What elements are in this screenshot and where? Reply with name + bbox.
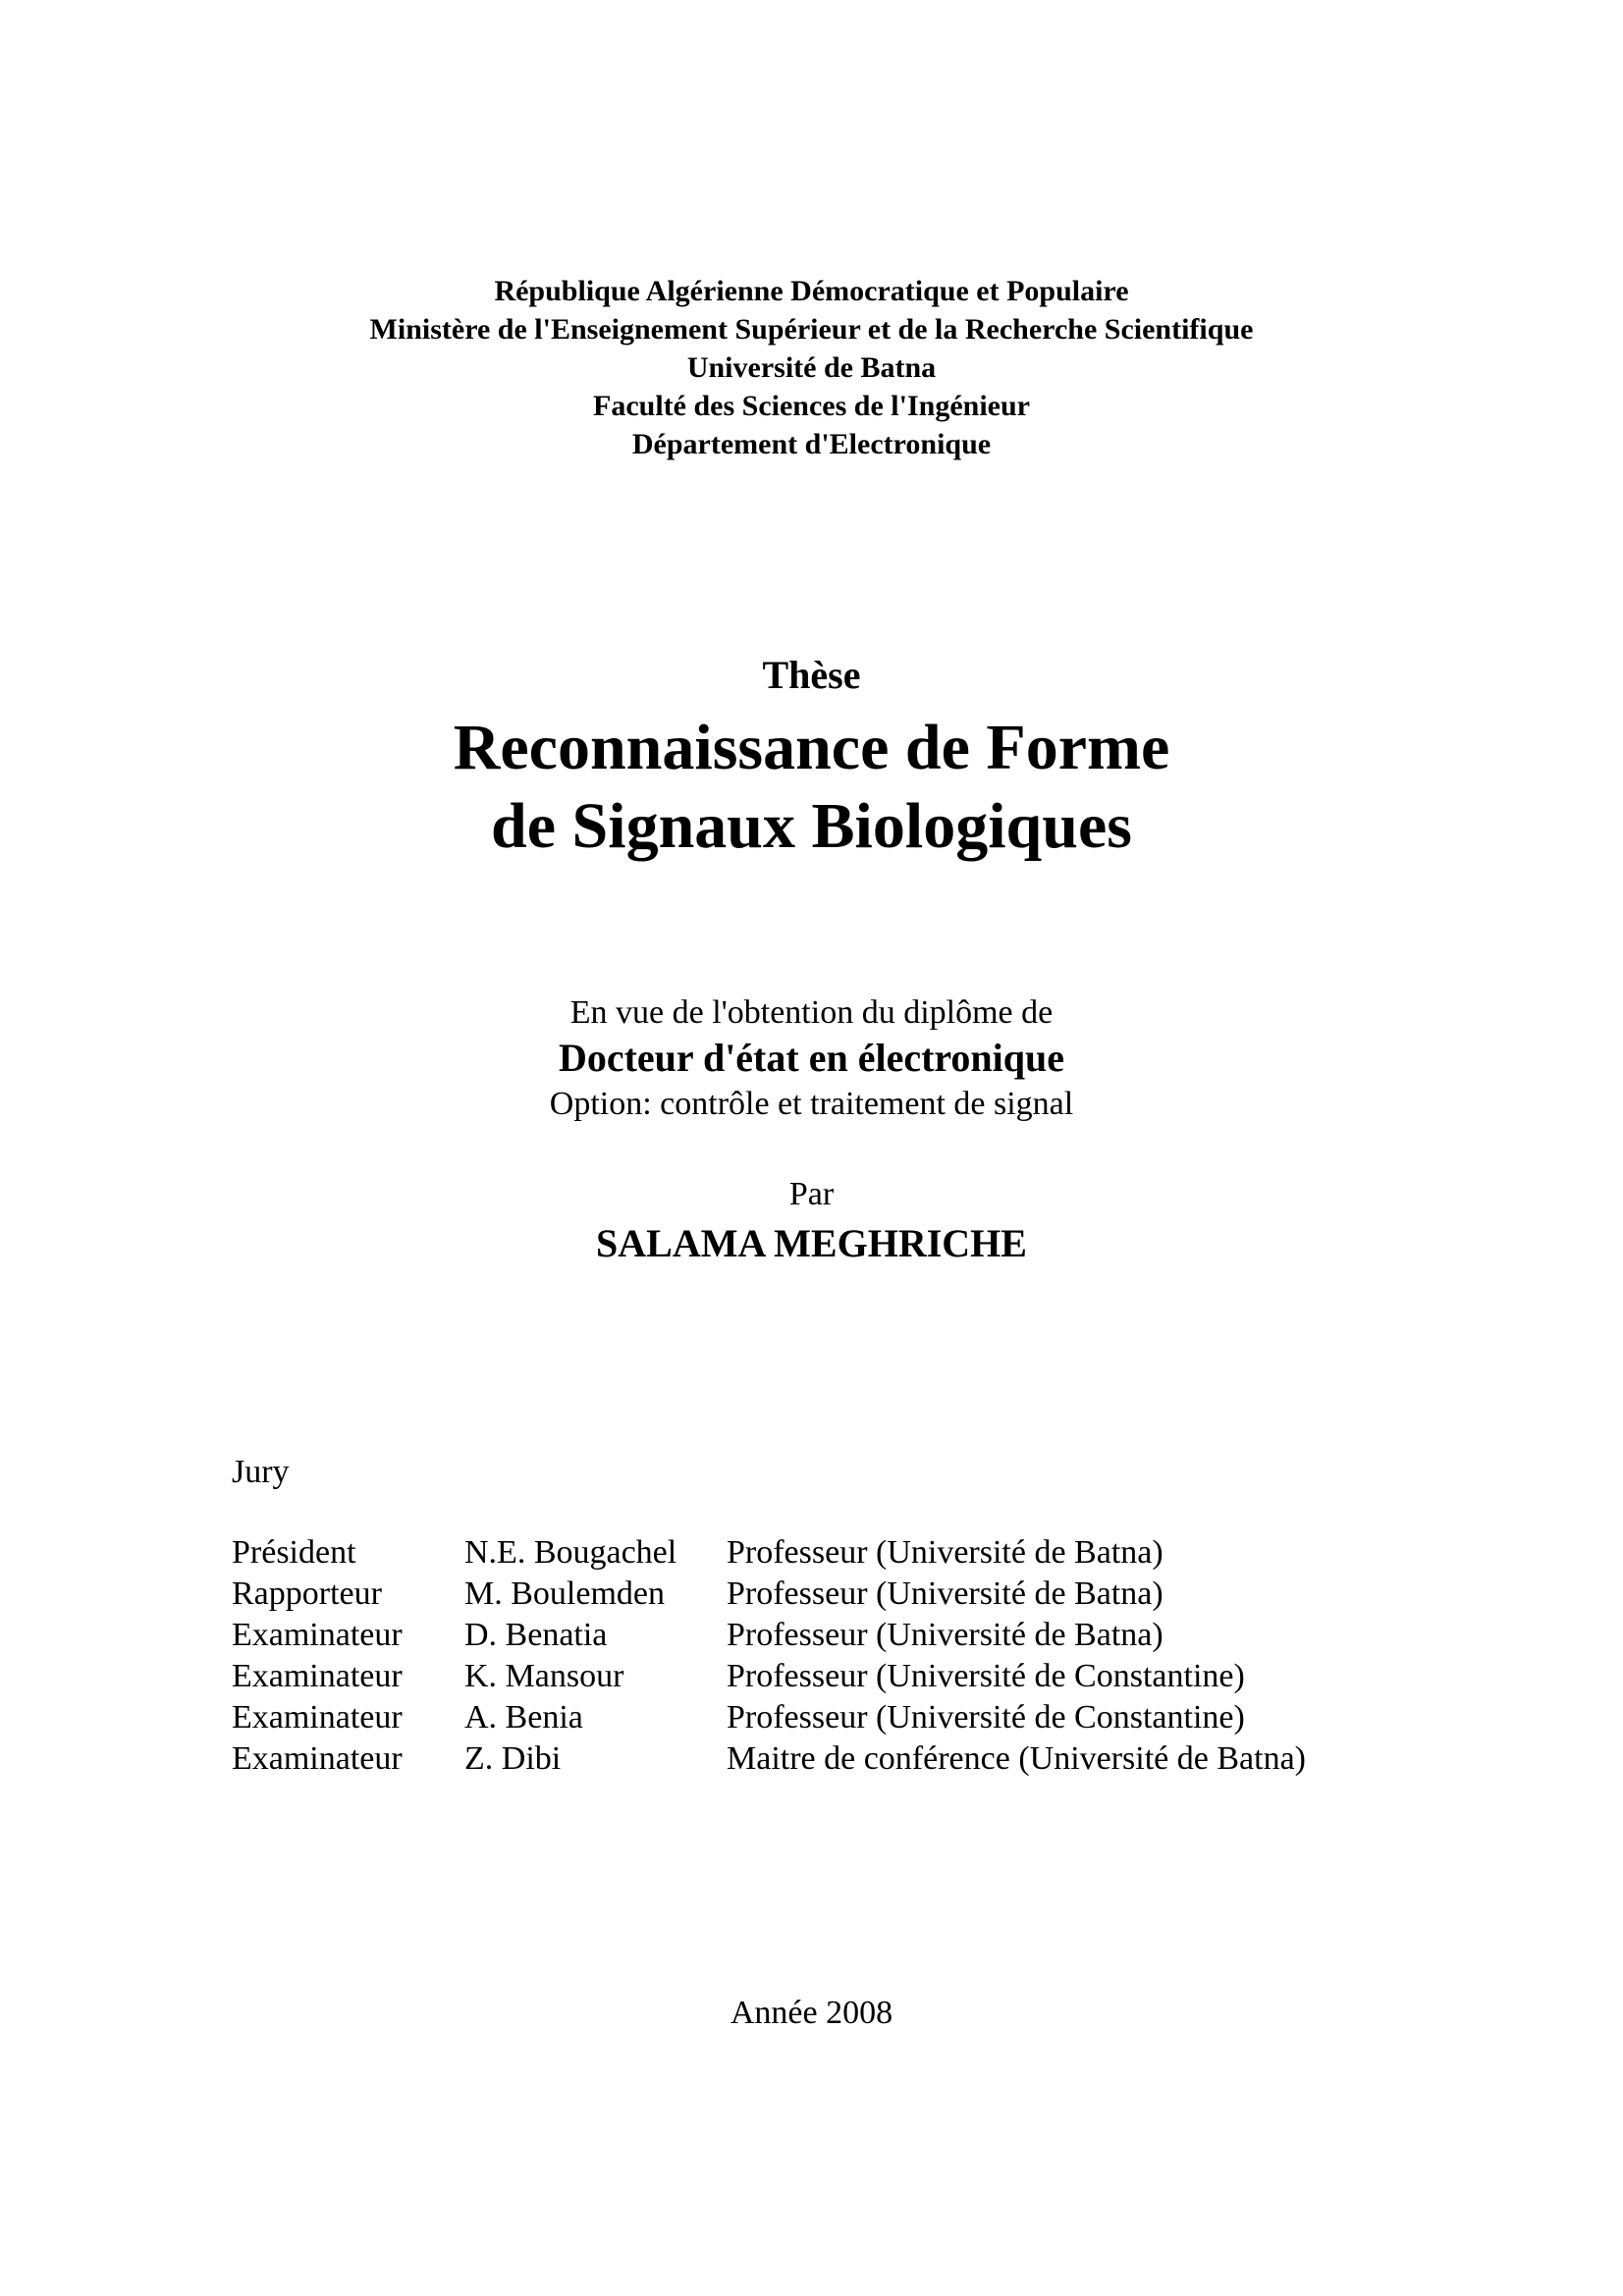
jury-member-name: D. Benatia	[464, 1617, 608, 1653]
document-type-label: Thèse	[762, 653, 861, 697]
institution-line-ministry: Ministère de l'Enseignement Supérieur et de la Recherche Scientifique	[369, 313, 1254, 346]
institution-line-department: Département d'Electronique	[631, 428, 992, 460]
jury-member-title: Professeur (Université de Constantine)	[727, 1699, 1245, 1735]
degree-purpose: En vue de l'obtention du diplôme de	[569, 994, 1054, 1031]
jury-heading: Jury	[232, 1454, 290, 1490]
jury-member-title: Maitre de conférence (Université de Batna)	[727, 1740, 1306, 1777]
jury-member-title: Professeur (Université de Batna)	[727, 1534, 1163, 1571]
jury-member-name: N.E. Bougachel	[464, 1534, 677, 1571]
institution-line-faculty: Faculté des Sciences de l'Ingénieur	[593, 390, 1030, 422]
thesis-title-line-2: de Signaux Biologiques	[491, 790, 1132, 862]
jury-member-name: A. Benia	[464, 1699, 583, 1735]
jury-member-name: M. Boulemden	[464, 1575, 665, 1612]
thesis-title	[0, 709, 1623, 866]
degree-name: Docteur d'état en électronique	[558, 1036, 1065, 1080]
institution-header	[0, 272, 1623, 463]
jury-member-title: Professeur (Université de Constantine)	[727, 1658, 1245, 1694]
defense-year: Année 2008	[730, 1995, 893, 2031]
jury-member-name: K. Mansour	[464, 1658, 624, 1694]
jury-role: Examinateur	[232, 1658, 403, 1694]
jury-role: Examinateur	[232, 1740, 403, 1777]
jury-member-title: Professeur (Université de Batna)	[727, 1617, 1163, 1653]
jury-member-name: Z. Dibi	[464, 1740, 562, 1777]
degree-option: Option: contrôle et traitement de signal	[549, 1086, 1074, 1122]
author-by-label: Par	[788, 1176, 835, 1212]
jury-member-title: Professeur (Université de Batna)	[727, 1575, 1163, 1612]
author-name: SALAMA MEGHRICHE	[596, 1221, 1027, 1265]
jury-role: Président	[232, 1534, 356, 1571]
jury-role: Rapporteur	[232, 1575, 382, 1612]
thesis-title-line-1: Reconnaissance de Forme	[453, 712, 1170, 783]
jury-role: Examinateur	[232, 1617, 403, 1653]
institution-line-republic: République Algérienne Démocratique et Populaire	[494, 275, 1129, 307]
institution-line-university: Université de Batna	[686, 351, 937, 384]
jury-role: Examinateur	[232, 1699, 403, 1735]
